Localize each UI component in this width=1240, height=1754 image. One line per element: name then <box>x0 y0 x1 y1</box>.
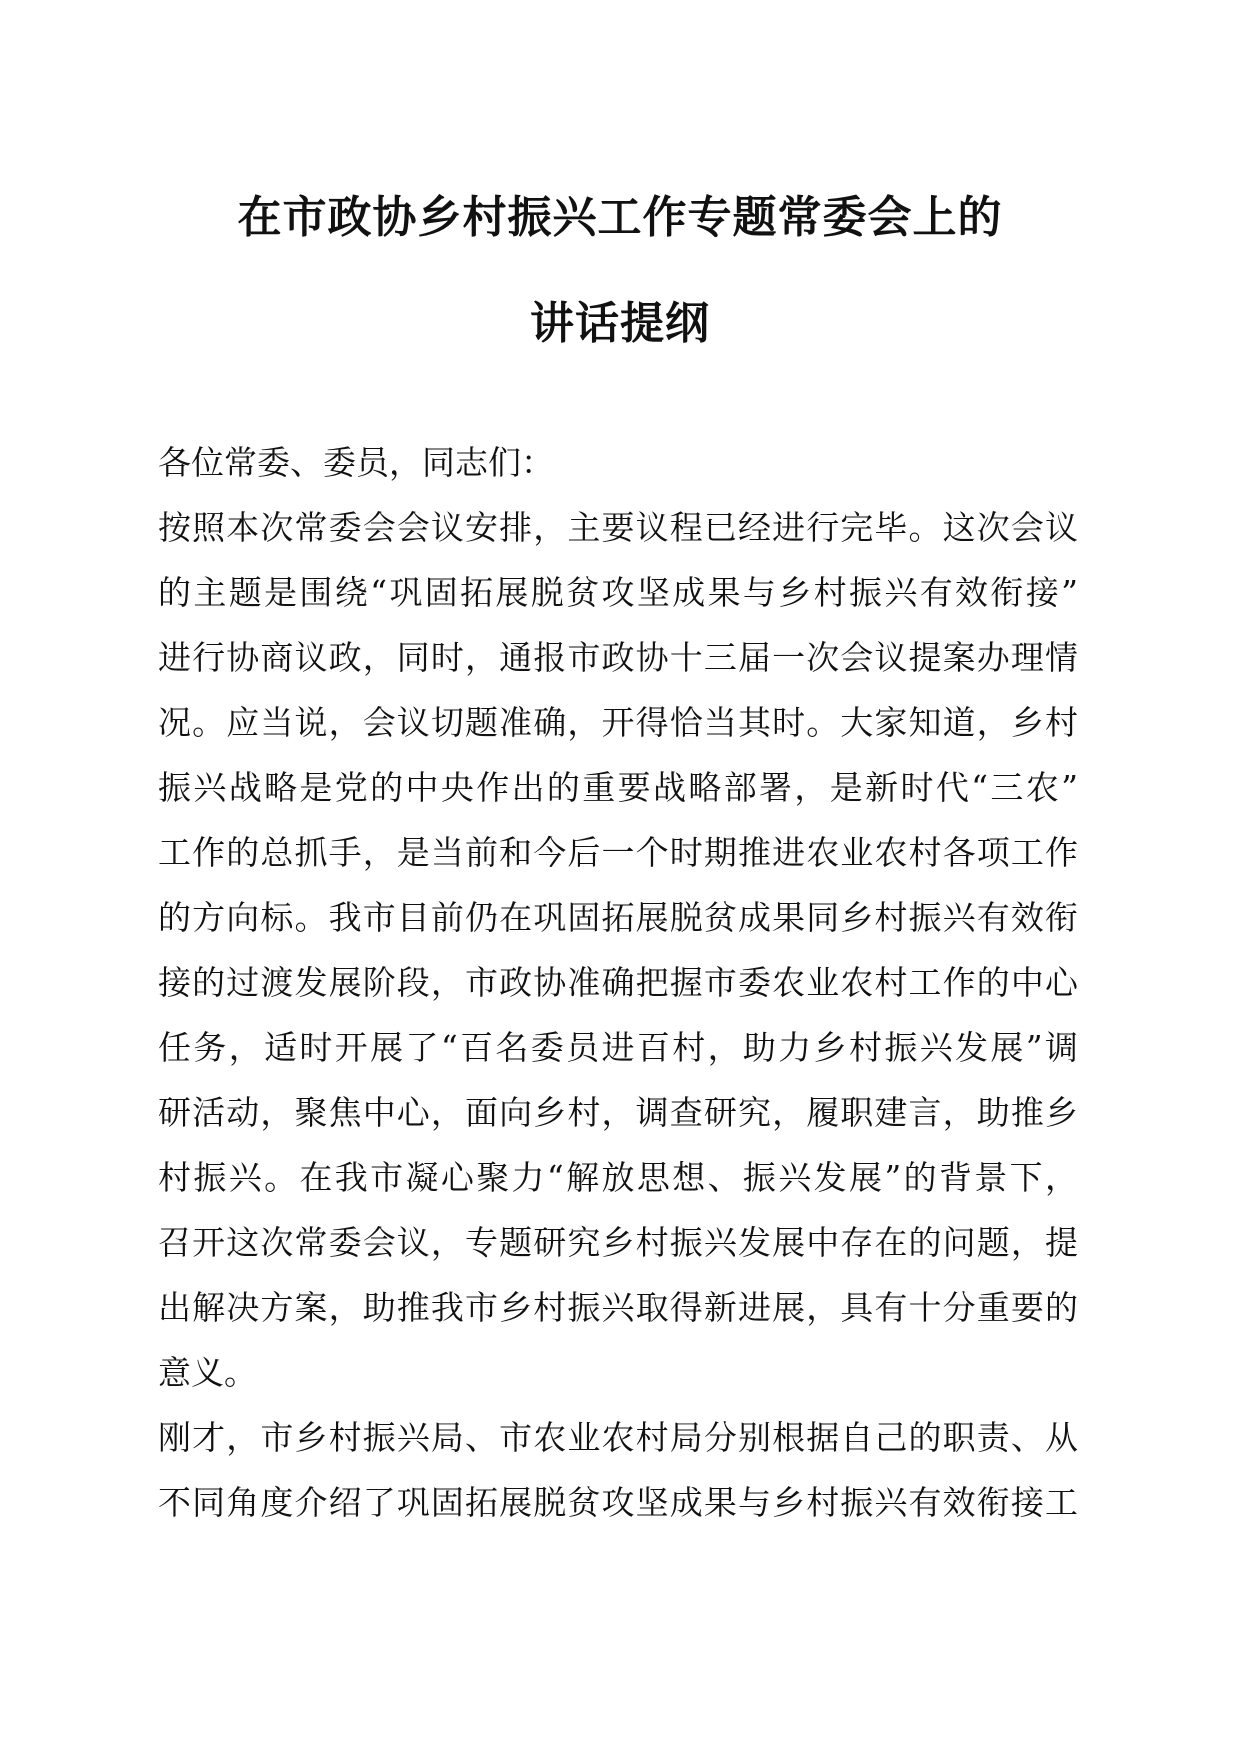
paragraph-1-line: 任务，适时开展了“百名委员进百村，助力乡村振兴发展”调 <box>158 1028 1078 1067</box>
paragraph-1-line: 召开这次常委会议，专题研究乡村振兴发展中存在的问题，提 <box>158 1223 1078 1262</box>
paragraph-1-line: 况。应当说，会议切题准确，开得恰当其时。大家知道，乡村 <box>158 703 1078 742</box>
document-body <box>158 430 1078 1535</box>
paragraph-1-line: 的主题是围绕“巩固拓展脱贫攻坚成果与乡村振兴有效衔接” <box>158 573 1078 612</box>
paragraph-2-line: 不同角度介绍了巩固拓展脱贫攻坚成果与乡村振兴有效衔接工 <box>158 1483 1078 1522</box>
paragraph-1-line: 振兴战略是党的中央作出的重要战略部署，是新时代“三农” <box>158 768 1078 807</box>
paragraph-1-line: 按照本次常委会会议安排，主要议程已经进行完毕。这次会议 <box>158 508 1078 547</box>
title-line-1: 在市政协乡村振兴工作专题常委会上的 <box>237 192 1003 243</box>
paragraph-1-line: 工作的总抓手，是当前和今后一个时期推进农业农村各项工作 <box>158 833 1078 872</box>
document-title <box>0 190 1240 352</box>
paragraph-1-line: 研活动，聚焦中心，面向乡村，调查研究，履职建言，助推乡 <box>158 1093 1078 1132</box>
paragraph-2-line: 刚才，市乡村振兴局、市农业农村局分别根据自己的职责、从 <box>158 1418 1078 1457</box>
salutation: 各位常委、委员，同志们： <box>158 443 554 482</box>
paragraph-2 <box>158 1405 1078 1535</box>
paragraph-1-line: 意义。 <box>158 1353 257 1392</box>
paragraph-1 <box>158 495 1078 1405</box>
paragraph-1-line: 进行协商议政，同时，通报市政协十三届一次会议提案办理情 <box>158 638 1078 677</box>
paragraph-1-line: 的方向标。我市目前仍在巩固拓展脱贫成果同乡村振兴有效衔 <box>158 898 1078 937</box>
paragraph-1-line: 出解决方案，助推我市乡村振兴取得新进展，具有十分重要的 <box>158 1288 1078 1327</box>
paragraph-1-line: 村振兴。在我市凝心聚力“解放思想、振兴发展”的背景下， <box>158 1158 1078 1197</box>
title-line-2: 讲话提纲 <box>530 298 710 349</box>
paragraph-1-line: 接的过渡发展阶段，市政协准确把握市委农业农村工作的中心 <box>158 963 1078 1002</box>
